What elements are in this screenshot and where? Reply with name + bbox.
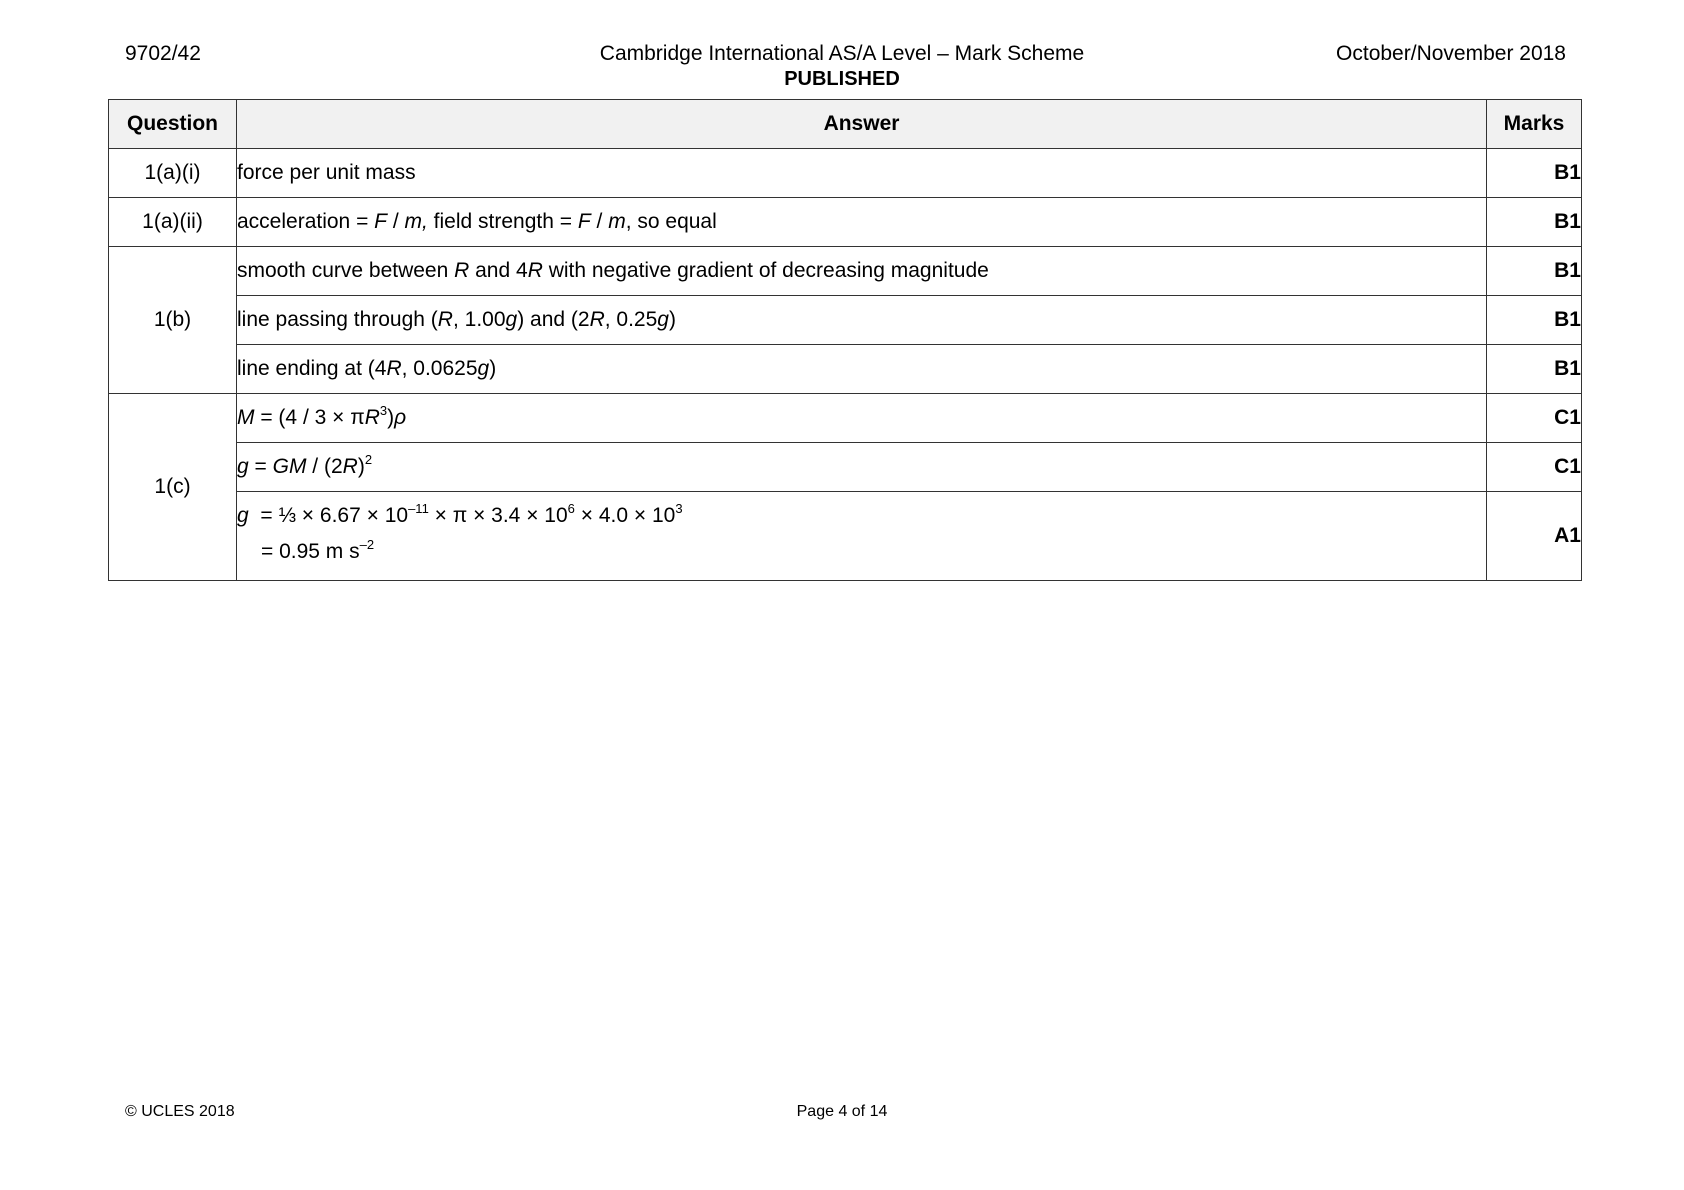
mark-cell: C1 xyxy=(1487,394,1582,443)
answer-header: Answer xyxy=(237,100,1487,149)
table-row xyxy=(109,443,1582,492)
mark-cell: B1 xyxy=(1487,198,1582,247)
result-line: = 0.95 m $s^{-2}$ xyxy=(261,537,375,563)
page-number: Page 4 of 14 xyxy=(796,1103,888,1120)
question-cell: 1(a)(i) xyxy=(109,149,237,198)
mark-cell: B1 xyxy=(1487,247,1582,296)
table-row xyxy=(109,247,1582,296)
exam-session: October/November 2018 xyxy=(1336,42,1566,65)
question-cell: 1(b) xyxy=(109,247,237,394)
answer-cell: line ending at (4R, 0.0625g) xyxy=(237,345,1487,394)
answer-cell: $M = (4 / 3 \times \pi R^3)\rho$ xyxy=(237,394,1487,443)
table-row xyxy=(109,296,1582,345)
table-row xyxy=(109,345,1582,394)
question-cell: 1(c) xyxy=(109,394,237,581)
answer-cell xyxy=(237,492,1487,581)
table-row xyxy=(109,394,1582,443)
published-label: PUBLISHED xyxy=(784,68,900,90)
copyright: © UCLES 2018 xyxy=(125,1103,235,1120)
table-header-row xyxy=(109,100,1582,149)
answer-cell: g = GM / $(2R)^2$ xyxy=(237,443,1487,492)
marks-header: Marks xyxy=(1487,100,1582,149)
mark-cell: A1 xyxy=(1487,492,1582,581)
table-row xyxy=(109,149,1582,198)
table-row xyxy=(109,198,1582,247)
calculation-line: g = ⅓ × $6.67 \times 10^{-11} \times \pi \times 3.4 \times 10^6 \times 4.0 \times 10^3$ xyxy=(237,501,683,527)
table-row xyxy=(109,492,1582,581)
question-cell: 1(a)(ii) xyxy=(109,198,237,247)
answer-cell: smooth curve between R and 4R with negative gradient of decreasing magnitude xyxy=(237,247,1487,296)
mark-cell: B1 xyxy=(1487,345,1582,394)
mark-scheme-table xyxy=(108,99,1582,581)
paper-code: 9702/42 xyxy=(125,42,201,65)
document-title: Cambridge International AS/A Level – Mark Scheme xyxy=(599,42,1085,65)
answer-cell: force per unit mass xyxy=(237,149,1487,198)
mark-cell: B1 xyxy=(1487,296,1582,345)
answer-cell: acceleration = F / m, field strength = F / m, so equal xyxy=(237,198,1487,247)
question-header: Question xyxy=(109,100,237,149)
answer-cell: line passing through (R, 1.00g) and (2R, 0.25g) xyxy=(237,296,1487,345)
mark-cell: C1 xyxy=(1487,443,1582,492)
mark-cell: B1 xyxy=(1487,149,1582,198)
